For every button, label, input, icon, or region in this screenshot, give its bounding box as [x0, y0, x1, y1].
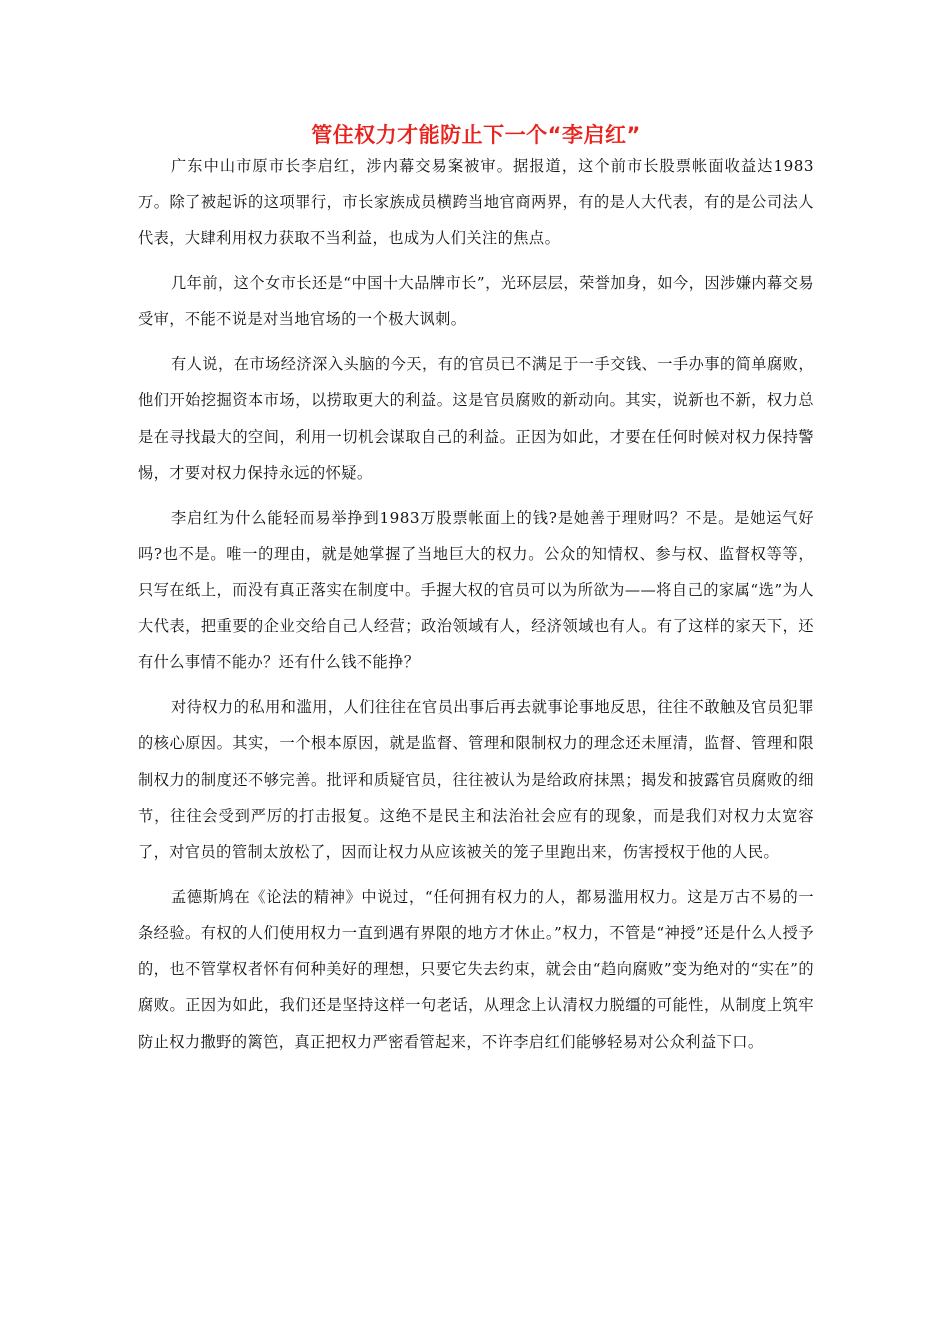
article-title: 管住权力才能防止下一个“李启红”	[311, 123, 641, 147]
paragraph-6: 孟德斯鸠在《论法的精神》中说过，“任何拥有权力的人，都易滥用权力。这是万古不易的一条经验。有权的人们使用权力一直到遇有界限的地方才休止。”权力，不管是“神授”还是什么人授予的，也不管掌权者怀有何种美好的理想，只要它失去约束，就会由“趋向腐败”变为绝对的“实在”的腐败。正因为如此，我们还是坚持这样一句老话，从理念上认清权力脱缰的可能性，从制度上筑牢防止权力撒野的篱笆，真正把权力严密看管起来，不许李启红们能够轻易对公众利益下口。	[138, 887, 814, 1051]
paragraph-1: 广东中山市原市长李启红，涉内幕交易案被审。据报道，这个前市长股票帐面收益达1983万。除了被起诉的这项罪行，市长家族成员横跨当地官商两界，有的是人大代表，有的是公司法人代表，大肆利用权力获取不当利益，也成为人们关注的焦点。	[138, 157, 814, 248]
article-body	[138, 118, 814, 1068]
paragraph-3: 有人说，在市场经济深入头脑的今天，有的官员已不满足于一手交钱、一手办事的简单腐败，他们开始挖掘资本市场，以捞取更大的利益。这是官员腐败的新动向。其实，说新也不新，权力总是在寻找最大的空间，利用一切机会谋取自己的利益。正因为如此，才要在任何时候对权力保持警惕，才要对权力保持永远的怀疑。	[138, 355, 814, 482]
paragraph-2: 几年前，这个女市长还是“中国十大品牌市长”，光环层层，荣誉加身，如今，因涉嫌内幕交易受审，不能不说是对当地官场的一个极大讽刺。	[138, 274, 814, 329]
paragraph-5: 对待权力的私用和滥用，人们往往在官员出事后再去就事论事地反思，往往不敢触及官员犯罪的核心原因。其实，一个根本原因，就是监督、管理和限制权力的理念还未厘清，监督、管理和限制权力的制度还不够完善。批评和质疑官员，往往被认为是给政府抹黑；揭发和披露官员腐败的细节，往往会受到严厉的打击报复。这绝不是民主和法治社会应有的现象，而是我们对权力太宽容了，对官员的管制太放松了，因而让权力从应该被关的笼子里跑出来，伤害授权于他的人民。	[138, 698, 814, 862]
paragraph-4: 李启红为什么能轻而易举挣到1983万股票帐面上的钱?是她善于理财吗？不是。是她运气好吗?也不是。唯一的理由，就是她掌握了当地巨大的权力。公众的知情权、参与权、监督权等等，只写在纸上，而没有真正落实在制度中。手握大权的官员可以为所欲为——将自己的家属“选”为人大代表，把重要的企业交给自己人经营；政治领域有人，经济领域也有人。有了这样的家天下，还有什么事情不能办？还有什么钱不能挣？	[138, 508, 814, 672]
